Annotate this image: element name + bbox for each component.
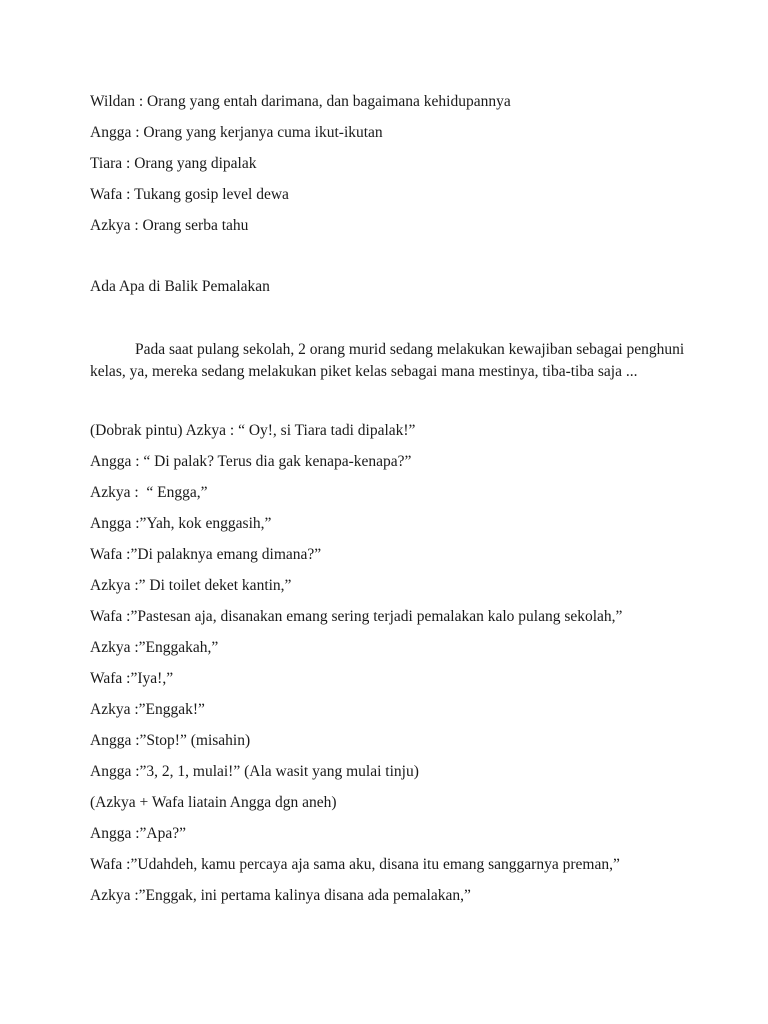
dialogue-line: Azkya :”Enggak, ini pertama kalinya disana ada pemalakan,”	[90, 887, 471, 904]
intro-line: kelas, ya, mereka sedang melakukan piket kelas sebagai mana mestinya, tiba-tiba saja ...	[90, 363, 638, 380]
character-line: Azkya : Orang serba tahu	[90, 217, 249, 234]
dialogue-line: Azkya :”Enggak!”	[90, 701, 205, 718]
dialogue-line: (Dobrak pintu) Azkya : “ Oy!, si Tiara tadi dipalak!”	[90, 422, 416, 439]
dialogue-line: Azkya : “ Engga,”	[90, 484, 208, 501]
character-line: Angga : Orang yang kerjanya cuma ikut-ikutan	[90, 124, 383, 141]
intro-paragraph	[90, 339, 685, 383]
dialogue-line: Angga :”Stop!” (misahin)	[90, 732, 251, 749]
dialogue-line: Angga :”Yah, kok enggasih,”	[90, 515, 272, 532]
dialogue-line: Angga :”Apa?”	[90, 825, 186, 842]
dialogue-line: Wafa :”Iya!,”	[90, 670, 174, 687]
dialogue-line: Wafa :”Pastesan aja, disanakan emang sering terjadi pemalakan kalo pulang sekolah,”	[90, 608, 623, 625]
intro-line: Pada saat pulang sekolah, 2 orang murid sedang melakukan kewajiban sebagai penghuni	[135, 341, 685, 358]
dialogue-line: Wafa :”Udahdeh, kamu percaya aja sama aku, disana itu emang sanggarnya preman,”	[90, 856, 620, 873]
story-title: Ada Apa di Balik Pemalakan	[90, 278, 270, 295]
character-line: Wafa : Tukang gosip level dewa	[90, 186, 289, 203]
dialogue-line: Azkya :”Enggakah,”	[90, 639, 219, 656]
dialogue-line: (Azkya + Wafa liatain Angga dgn aneh)	[90, 794, 337, 811]
dialogue-line: Wafa :”Di palaknya emang dimana?”	[90, 546, 322, 563]
dialogue-line: Angga : “ Di palak? Terus dia gak kenapa-kenapa?”	[90, 453, 412, 470]
character-line: Wildan : Orang yang entah darimana, dan bagaimana kehidupannya	[90, 93, 511, 110]
character-line: Tiara : Orang yang dipalak	[90, 155, 257, 172]
dialogue-line: Angga :”3, 2, 1, mulai!” (Ala wasit yang mulai tinju)	[90, 763, 419, 780]
dialogue-line: Azkya :” Di toilet deket kantin,”	[90, 577, 292, 594]
